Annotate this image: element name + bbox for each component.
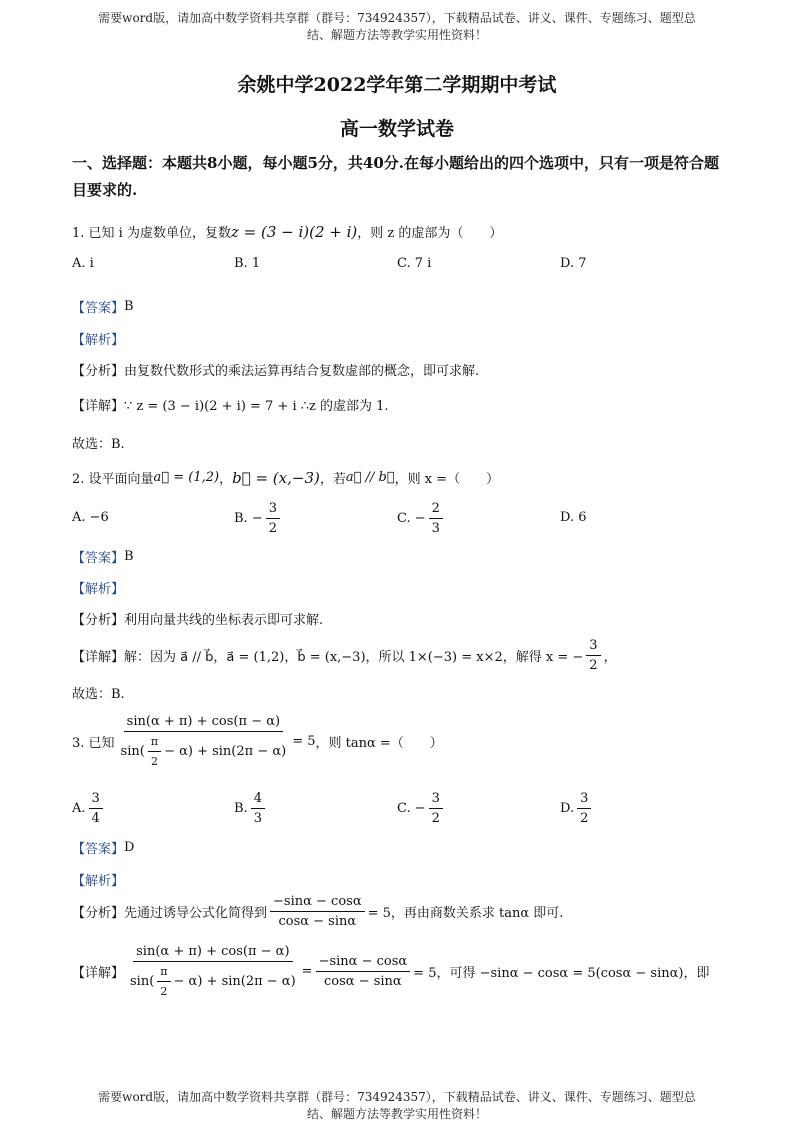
question-3 <box>72 713 443 770</box>
q3-eq: = 5 <box>292 734 316 749</box>
q1-option-d: D. 7 <box>560 256 587 271</box>
q2-guxuan: 故选：B. <box>72 687 125 702</box>
q2-answer-tag: 【答案】 <box>72 551 125 566</box>
q1-guxuan: 故选：B. <box>72 437 125 452</box>
q3-xiangjie-fraction-1: sin(α + π) + cos(π − α) sin( $\frac{\pi}{2}$ − α) + sin(2π − α) <box>130 944 296 998</box>
q3-options <box>72 790 732 832</box>
question-2: 2. 设平面向量 a⃗ = (1,2) ， b⃗ = (x,−3) ，若 a⃗ // b⃗ ，则 x =（ ） <box>72 468 500 487</box>
q1-xiangjie <box>72 395 389 414</box>
q2-a-vector: a⃗ = (1,2) <box>153 470 220 485</box>
q2-fenxi-tag: 【分析】 <box>72 613 125 628</box>
q2-b-vector: b⃗ = (x,−3) <box>232 468 320 487</box>
q2-xiangjie: 【详解】 解：因为 a⃗ // b⃗，a⃗ = (1,2)，b⃗ = (x,−3)，所以 1×(−3) = x×2，解得 x = − $\frac{3}{2}$ ， <box>72 638 617 673</box>
q3-answer-value: D <box>124 840 135 855</box>
q1-xiangjie-text: ∵ z = (3 − i)(2 + i) = 7 + i ∴z 的虚部为 1. <box>124 399 389 414</box>
q3-answer-tag: 【答案】 <box>72 842 125 857</box>
footer-line-1: 需要word版，请加高中数学资料共享群（群号：734924357），下载精品试卷、讲义、课件、专题练习、题型总 <box>98 1090 696 1104</box>
q2-jiexi-tag: 【解析】 <box>72 582 125 597</box>
q3-fenxi-text-b: = 5，再由商数关系求 tanα 即可. <box>367 906 564 921</box>
q1-option-c: C. 7 i <box>397 256 432 271</box>
q2-option-d: D. 6 <box>560 510 587 525</box>
q3-option-d: D. $\frac{3}{2}$ <box>560 790 594 827</box>
q2-option-b: B. − $\frac{3}{2}$ <box>234 500 283 537</box>
q3-prefix: 3. 已知 <box>72 736 115 751</box>
q2-answer-value: B <box>124 549 134 564</box>
q2-mid: ，若 <box>319 472 346 487</box>
page-header-notice <box>40 10 754 44</box>
q2-answer <box>72 547 134 566</box>
exam-title: 余姚中学2022学年第二学期期中考试 <box>237 74 557 96</box>
q1-jiexi-tag: 【解析】 <box>72 333 125 348</box>
q3-fenxi: 【分析】 先通过诱导公式化简得到 $\frac{-\sin\alpha - \cos\alpha}{\cos\alpha - \sin\alpha}$ = 5，再由商数关系求 tanα 即可. <box>72 894 564 929</box>
q2-fenxi <box>72 609 323 628</box>
q3-option-a: A. $\frac{3}{4}$ <box>72 790 106 827</box>
q3-option-b: B. $\frac{4}{3}$ <box>234 790 268 827</box>
q2-suffix: ，则 x =（ ） <box>394 472 500 487</box>
q2-prefix: 2. 设平面向量 <box>72 472 154 487</box>
q3-fenxi-text-a: 先通过诱导公式化简得到 <box>124 906 268 921</box>
question-1 <box>72 222 502 241</box>
q1-answer <box>72 297 134 316</box>
q1-option-b: B. 1 <box>234 256 261 271</box>
q3-jiexi-tag: 【解析】 <box>72 874 125 889</box>
q1-prefix: 1. 已知 i 为虚数单位，复数 <box>72 226 231 241</box>
exam-subtitle: 高一数学试卷 <box>339 118 454 140</box>
q2-xiangjie-text: 解：因为 a⃗ // b⃗，a⃗ = (1,2)，b⃗ = (x,−3)，所以 1×(−3) = x×2，解得 x = − <box>124 650 584 665</box>
q1-option-a: A. i <box>72 256 94 271</box>
header-line-1: 需要word版，请加高中数学资料共享群（群号：734924357），下载精品试卷、讲义、课件、专题练习、题型总 <box>98 11 696 25</box>
q1-fenxi <box>72 360 479 379</box>
q3-xiangjie-tag: 【详解】 <box>72 966 125 981</box>
header-line-2: 结、解题方法等教学实用性资料！ <box>306 28 487 42</box>
q2-fenxi-text: 利用向量共线的坐标表示即可求解. <box>124 613 324 628</box>
footer-line-2: 结、解题方法等教学实用性资料！ <box>306 1107 487 1121</box>
q3-jiexi <box>72 870 124 889</box>
q2-xiangjie-tag: 【详解】 <box>72 650 125 665</box>
q3-xiangjie: 【详解】 sin(α + π) + cos(π − α) sin( $\frac{\pi}{2}$ − α) + sin(2π − α) = $\frac{-\sin\alpha - \cos\alpha}{\cos\alpha - \sin\alpha}$ = 5，可得 −sinα − cosα = 5(cosα − sinα)，即 <box>72 944 710 998</box>
q1-answer-tag: 【答案】 <box>72 301 125 316</box>
page-footer-notice <box>40 1089 754 1123</box>
q3-xiangjie-fraction-2: $\frac{-\sin\alpha - \cos\alpha}{\cos\alpha - \sin\alpha}$ <box>316 953 411 990</box>
q3-suffix: ，则 tanα =（ ） <box>315 736 443 751</box>
q1-answer-value: B <box>124 299 134 314</box>
q2-parallel: a⃗ // b⃗ <box>345 470 395 485</box>
q3-xiangjie-end: = 5，可得 −sinα − cosα = 5(cosα − sinα)，即 <box>413 966 710 981</box>
q3-fenxi-tag: 【分析】 <box>72 906 125 921</box>
q1-xiangjie-tag: 【详解】 <box>72 399 125 414</box>
q3-fraction: sin(α + π) + cos(π − α) sin( $\frac{\pi}{2}$ − α) + sin(2π − α) <box>120 714 287 768</box>
q2-option-a: A. −6 <box>72 510 109 525</box>
q1-suffix: ，则 z 的虚部为（ ） <box>357 226 503 241</box>
q2-option-c: C. − $\frac{2}{3}$ <box>397 500 446 537</box>
q1-jiexi <box>72 329 124 348</box>
q1-fenxi-text: 由复数代数形式的乘法运算再结合复数虚部的概念，即可求解. <box>124 364 480 379</box>
q2-jiexi <box>72 578 124 597</box>
q1-formula: z = (3 − i)(2 + i) <box>230 222 358 241</box>
q3-answer <box>72 838 134 857</box>
q1-fenxi-tag: 【分析】 <box>72 364 125 379</box>
q3-option-c: C. − $\frac{3}{2}$ <box>397 790 446 827</box>
section-heading: 一、选择题：本题共8小题，每小题5分，共40分.在每小题给出的四个选项中，只有一项是符合题目要求的. <box>72 154 719 199</box>
q2-options <box>72 500 732 542</box>
